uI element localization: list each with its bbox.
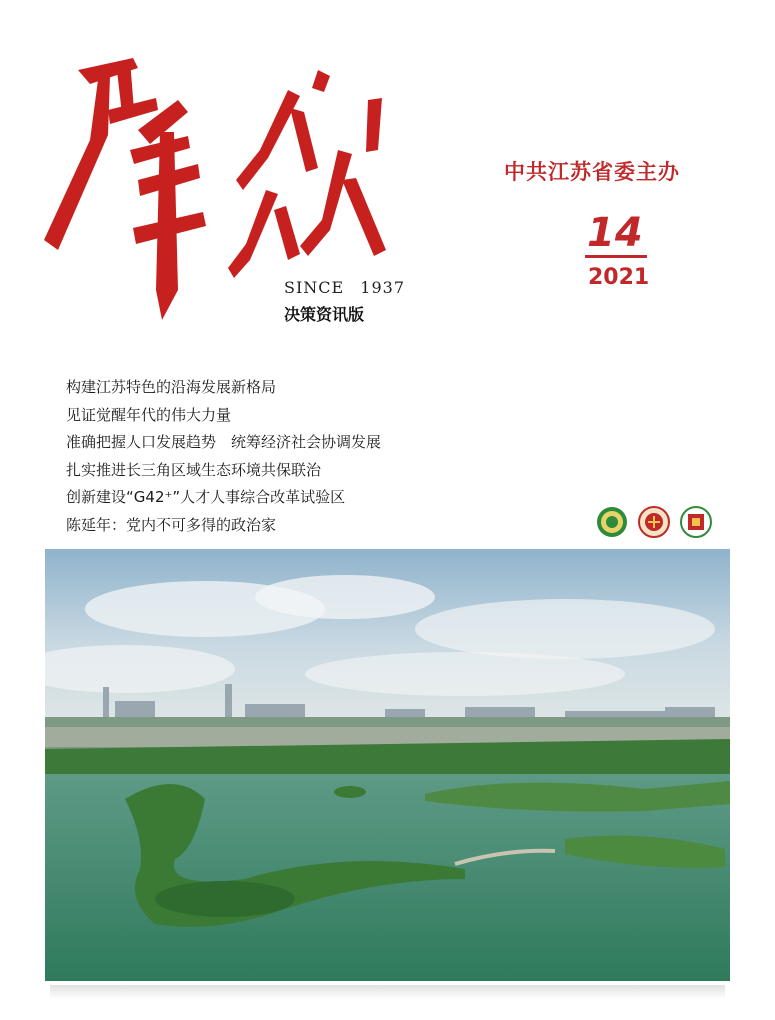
headline-item[interactable]: 构建江苏特色的沿海发展新格局 xyxy=(66,378,277,396)
headline-item[interactable]: 陈延年：党内不可多得的政治家 xyxy=(66,515,277,534)
sponsor-text: 中共江苏省委主办 xyxy=(504,160,680,184)
cover-photo xyxy=(45,549,730,981)
headline-item[interactable]: 创新建设“G42⁺”人才人事综合改革试验区 xyxy=(66,488,346,506)
red-emblem-icon xyxy=(639,507,669,537)
issue-number: 14 xyxy=(585,211,647,258)
edition-label: 决策资讯版 xyxy=(284,305,365,324)
headline-item[interactable]: 扎实推进长三角区域生态环境共保联治 xyxy=(66,460,322,479)
certification-emblem-icon xyxy=(681,507,711,537)
issue-number-box xyxy=(585,211,647,258)
green-emblem-icon xyxy=(597,507,627,537)
headline-item[interactable]: 准确把握人口发展趋势 统筹经济社会协调发展 xyxy=(66,433,382,451)
issue-year: 2021 xyxy=(588,265,650,290)
headline-item[interactable]: 见证觉醒年代的伟大力量 xyxy=(66,405,232,424)
certification-badges xyxy=(596,505,721,539)
headline-list xyxy=(66,374,381,539)
cover-shadow xyxy=(50,985,725,999)
since-text: SINCE 1937 xyxy=(284,278,406,297)
